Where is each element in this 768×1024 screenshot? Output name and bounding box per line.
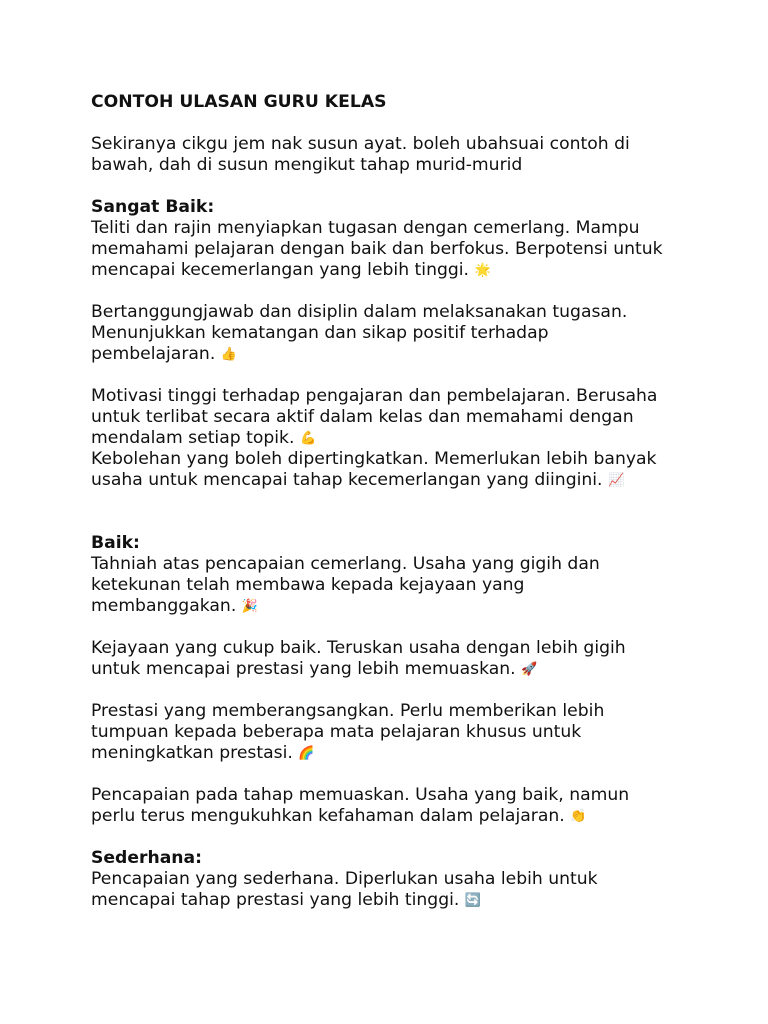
review-line-text: membanggakan. [91, 596, 237, 616]
review-line: Motivasi tinggi terhadap pengajaran dan pembelajaran. Berusaha [91, 386, 658, 406]
intro-paragraph [91, 134, 731, 176]
document-title: CONTOH ULASAN GURU KELAS [91, 92, 387, 112]
review-line-last [91, 260, 731, 281]
rainbow-icon: 🌈 [298, 746, 315, 761]
section-heading-sederhana: Sederhana: [91, 848, 203, 868]
review-line-text: meningkatkan prestasi. [91, 743, 293, 763]
review-line-last [91, 470, 731, 491]
review-line-text: perlu terus mengukuhkan kefahaman dalam pelajaran. [91, 806, 565, 826]
review-paragraph [91, 449, 731, 491]
review-line: Pencapaian pada tahap memuaskan. Usaha yang baik, namun [91, 785, 630, 805]
chart-increasing-icon: 📈 [607, 473, 625, 488]
review-line-text: untuk mencapai prestasi yang lebih memuaskan. [91, 659, 516, 679]
review-line: untuk terlibat secara aktif dalam kelas dan memahami dengan [91, 407, 634, 427]
review-line: Teliti dan rajin menyiapkan tugasan dengan cemerlang. Mampu [91, 218, 640, 238]
review-line: Kejayaan yang cukup baik. Teruskan usaha dengan lebih gigih [91, 638, 626, 658]
review-line-last [91, 806, 731, 827]
review-line-last [91, 596, 731, 617]
refresh-arrows-icon: 🔄 [464, 893, 482, 908]
review-paragraph [91, 785, 731, 827]
intro-line: bawah, dah di susun mengikut tahap murid-murid [91, 155, 523, 175]
review-line: Pencapaian yang sederhana. Diperlukan usaha lebih untuk [91, 869, 598, 889]
review-line-text: usaha untuk mencapai tahap kecemerlangan yang diingini. [91, 470, 603, 490]
rocket-icon: 🚀 [521, 662, 538, 677]
document-page [91, 92, 731, 932]
blank-line [91, 512, 731, 533]
review-line-text: mencapai kecemerlangan yang lebih tinggi. [91, 260, 470, 280]
thumbs-up-icon: 👍 [220, 347, 237, 362]
review-line-last [91, 890, 731, 911]
star-icon: 🌟 [474, 263, 491, 278]
review-line: Bertanggungjawab dan disiplin dalam melaksanakan tugasan. [91, 302, 628, 322]
clapping-hands-icon: 👏 [570, 809, 587, 824]
party-popper-icon: 🎉 [241, 599, 258, 614]
review-paragraph [91, 638, 731, 680]
review-line-last [91, 428, 731, 449]
review-line: tumpuan kepada beberapa mata pelajaran khusus untuk [91, 722, 582, 742]
review-line-text: pembelajaran. [91, 344, 216, 364]
review-paragraph [91, 554, 731, 617]
flexed-biceps-icon: 💪 [299, 431, 317, 446]
review-line: ketekunan telah membawa kepada kejayaan yang [91, 575, 525, 595]
review-paragraph [91, 869, 731, 911]
section-heading-sangat-baik: Sangat Baik: [91, 197, 215, 217]
review-paragraph [91, 218, 731, 281]
review-paragraph [91, 386, 731, 449]
review-line: Tahniah atas pencapaian cemerlang. Usaha yang gigih dan [91, 554, 600, 574]
intro-line: Sekiranya cikgu jem nak susun ayat. boleh ubahsuai contoh di [91, 134, 630, 154]
review-line: Prestasi yang memberangsangkan. Perlu memberikan lebih [91, 701, 605, 721]
review-line: Kebolehan yang boleh dipertingkatkan. Memerlukan lebih banyak [91, 449, 657, 469]
review-paragraph [91, 701, 731, 764]
review-line-text: mendalam setiap topik. [91, 428, 295, 448]
review-line-text: mencapai tahap prestasi yang lebih tinggi. [91, 890, 460, 910]
review-line-last [91, 659, 731, 680]
review-line-last [91, 344, 731, 365]
section-heading-baik: Baik: [91, 533, 140, 553]
review-line-last [91, 743, 731, 764]
review-line: Menunjukkan kematangan dan sikap positif terhadap [91, 323, 549, 343]
review-line: memahami pelajaran dengan baik dan berfokus. Berpotensi untuk [91, 239, 663, 259]
review-paragraph [91, 302, 731, 365]
